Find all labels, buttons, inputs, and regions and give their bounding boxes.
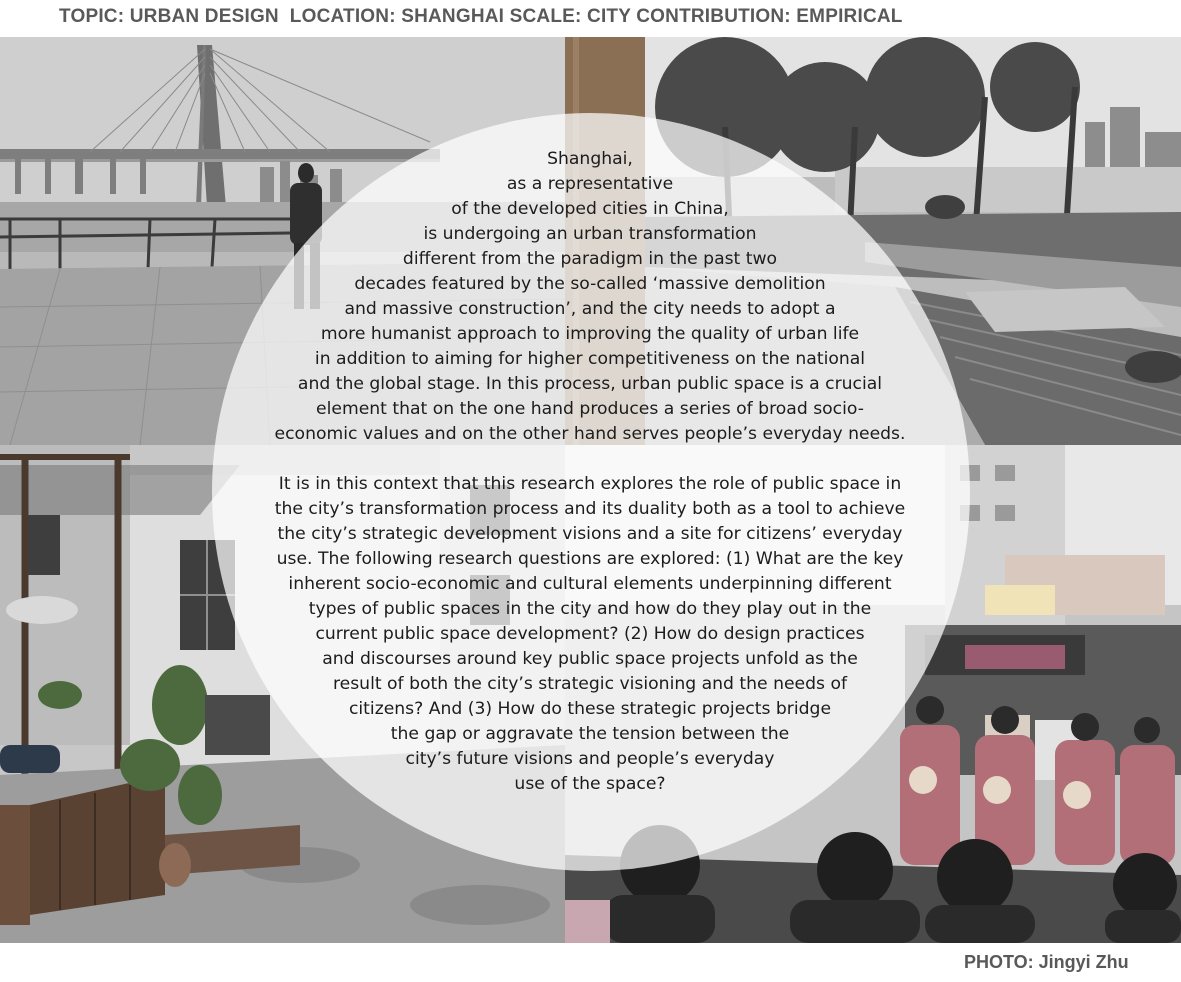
research-text	[240, 147, 940, 797]
paragraph-1-line: decades featured by the so-called ‘massive demolition	[354, 274, 826, 294]
paragraph-2-line: the gap or aggravate the tension between the	[390, 724, 790, 744]
paragraph-2-line: inherent socio-economic and cultural elements underpinning different	[288, 574, 892, 594]
paragraph-2-line: and discourses around key public space projects unfold as the	[322, 649, 858, 669]
paragraph-2-line: the city’s transformation process and its duality both as a tool to achieve	[274, 499, 906, 519]
paragraph-1-line: economic values and on the other hand serves people’s everyday needs.	[274, 424, 906, 444]
paragraph-1-line: element that on the one hand produces a series of broad socio-	[316, 399, 864, 419]
paragraph-2-line: use. The following research questions are explored: (1) What are the key	[276, 549, 904, 569]
paragraph-1-line: as a representative	[506, 174, 674, 194]
paragraph-2-line: types of public spaces in the city and how do they play out in the	[308, 599, 872, 619]
paragraph-2-line: It is in this context that this research explores the role of public space in	[278, 474, 902, 494]
paragraph-2-line: current public space development? (2) How do design practices	[315, 624, 865, 644]
paragraph-1-line: and the global stage. In this process, urban public space is a crucial	[297, 374, 883, 394]
paragraph-1-line: different from the paradigm in the past two	[402, 249, 778, 269]
paragraph-2-line: city’s future visions and people’s everyday	[405, 749, 775, 769]
paragraph-2-line: use of the space?	[514, 774, 666, 794]
photo-credit: PHOTO: Jingyi Zhu	[964, 952, 1129, 972]
paragraph-2-line: the city’s strategic development visions and a site for citizens’ everyday	[277, 524, 903, 544]
paragraph-1-line: and massive construction’, and the city needs to adopt a	[344, 299, 836, 319]
paragraph-2-line: result of both the city’s strategic visioning and the needs of	[332, 674, 848, 694]
paragraph-1-line: Shanghai,	[547, 149, 633, 169]
paragraph-1-line: more humanist approach to improving the quality of urban life	[320, 324, 860, 344]
paragraph-gap	[240, 447, 940, 472]
paragraph-1-line: in addition to aiming for higher competitiveness on the national	[314, 349, 866, 369]
paragraph-1-line: is undergoing an urban transformation	[423, 224, 757, 244]
paragraph-1-line: of the developed cities in China,	[451, 199, 729, 219]
topic-header: TOPIC: URBAN DESIGN LOCATION: SHANGHAI SCALE: CITY CONTRIBUTION: EMPIRICAL	[59, 6, 903, 27]
paragraph-2-line: citizens? And (3) How do these strategic projects bridge	[348, 699, 832, 719]
